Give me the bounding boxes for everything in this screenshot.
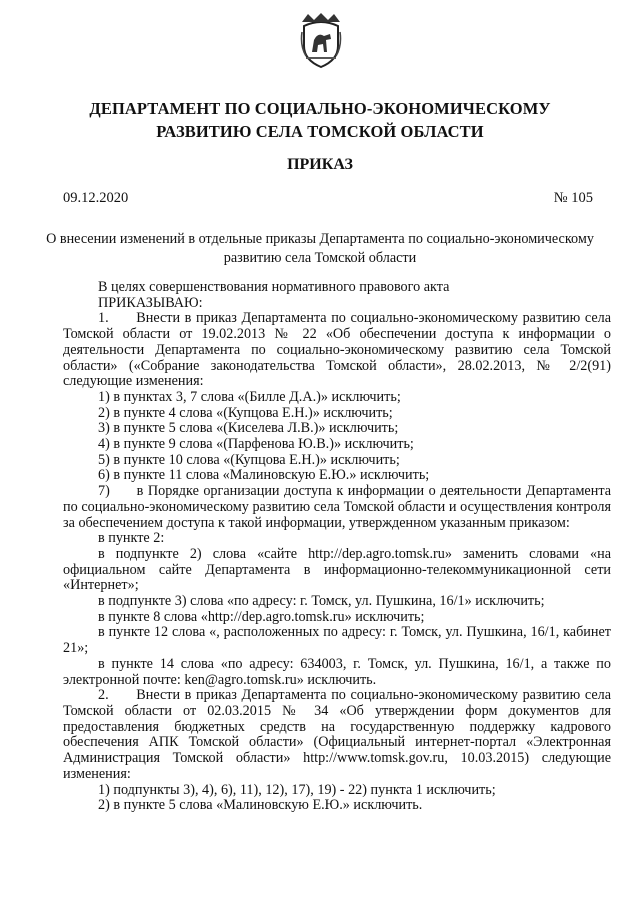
- item-2-1: 1) подпункты 3), 4), 6), 11), 12), 17), 19) - 22) пункта 1 исключить;: [98, 781, 496, 798]
- item-2: 2. Внести в приказ Департамента по социально-экономическому развитию села Томской области от 02.03.2015 № 34 «Об утверждении форм документов для предоставления бюджетных средств на государственную поддержку кадрового обеспечения АПК Томской области» (Официальный интернет-портал «Электронная Администрация Томской области» http://www.tomsk.gov.ru, 10.03.2015) следующие изменения:: [63, 687, 611, 782]
- department-title-line2: РАЗВИТИЮ СЕЛА ТОМСКОЙ ОБЛАСТИ: [156, 122, 484, 141]
- item-1: 1. Внести в приказ Департамента по социально-экономическому развитию села Томской области от 19.02.2013 № 22 «Об обеспечении доступа к информации о деятельности Департамента по социально-экономическому развитию села Томской области» («Собрание законодательства Томской области», 28.02.2013, № 2/2(91) следующие изменения:: [63, 310, 611, 390]
- item-1-4: 4) в пункте 9 слова «(Парфенова Ю.В.)» исключить;: [98, 436, 414, 453]
- order-title: ПРИКАЗ: [287, 156, 353, 173]
- order-body: [63, 280, 611, 814]
- subject-line2: развитию села Томской области: [223, 249, 417, 266]
- order-word: ПРИКАЗЫВАЮ:: [98, 294, 203, 311]
- order-date: 09.12.2020: [63, 190, 129, 206]
- subpoint-3: в подпункте 3) слова «по адресу: г. Томск, ул. Пушкина, 16/1» исключить;: [98, 593, 545, 610]
- point-14: в пункте 14 слова «по адресу: 634003, г. Томск, ул. Пушкина, 16/1, а также по электронной почте: ken@agro.tomsk.ru» исключить.: [63, 655, 611, 688]
- department-title-line1: ДЕПАРТАМЕНТ ПО СОЦИАЛЬНО-ЭКОНОМИЧЕСКОМУ: [89, 99, 551, 118]
- order-subject: [40, 230, 600, 267]
- subpoint-2: в подпункте 2) слова «сайте http://dep.agro.tomsk.ru» заменить словами «на официальном сайте Департамента в информационно-телекоммуникационной сети «Интернет»;: [63, 545, 611, 594]
- intro-paragraph: В целях совершенствования нормативного правового акта: [98, 279, 450, 295]
- item-2-2: 2) в пункте 5 слова «Малиновскую Е.Ю.» исключить.: [98, 797, 423, 814]
- item-1-1: 1) в пунктах 3, 7 слова «(Билле Д.А.)» исключить;: [98, 388, 401, 405]
- department-title: [40, 97, 600, 143]
- order-number: № 105: [553, 190, 593, 206]
- item-1-6: 6) в пункте 11 слова «Малиновскую Е.Ю.» исключить;: [98, 467, 430, 484]
- point-12: в пункте 12 слова «, расположенных по адресу: г. Томск, ул. Пушкина, 16/1, кабинет 21»;: [63, 624, 611, 657]
- item-1-2: 2) в пункте 4 слова «(Купцова Е.Н.)» исключить;: [98, 404, 393, 421]
- tomsk-region-coat-of-arms-icon: [300, 12, 342, 70]
- item-1-7: 7) в Порядке организации доступа к информации о деятельности Департамента по социально-экономическому развитию села Томской области и осуществления контроля за обеспечением доступа к такой информации, утвержденном указанным приказом:: [63, 483, 611, 531]
- subject-line1: О внесении изменений в отдельные приказы Департамента по социально-экономическому: [46, 231, 594, 247]
- item-1-3: 3) в пункте 5 слова «(Киселева Л.В.)» исключить;: [98, 420, 399, 437]
- item-1-5: 5) в пункте 10 слова «(Купцова Е.Н.)» исключить;: [98, 451, 400, 468]
- point-2: в пункте 2:: [98, 530, 165, 547]
- point-8: в пункте 8 слова «http://dep.agro.tomsk.ru» исключить;: [98, 608, 425, 625]
